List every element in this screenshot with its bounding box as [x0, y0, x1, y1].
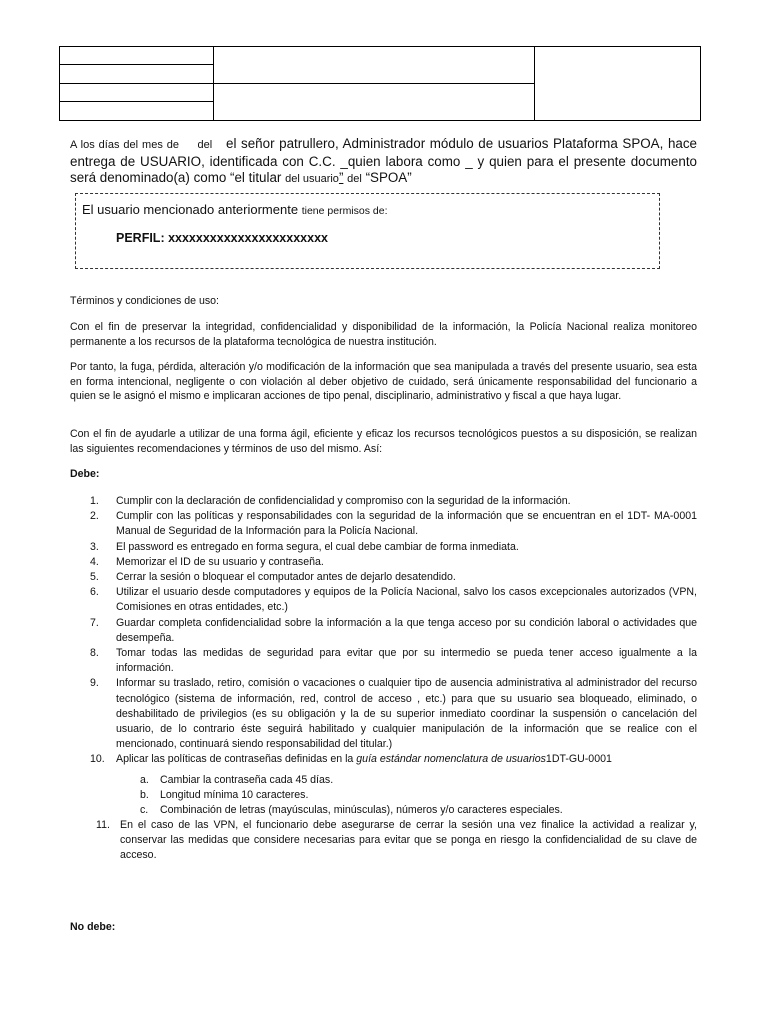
item-number: 8. [90, 647, 99, 660]
list-item [70, 494, 697, 509]
sub-item-letter: a. [140, 774, 149, 786]
list-item [70, 540, 697, 555]
item-text: 1DT-GU-0001 [545, 753, 612, 766]
intro-paragraph [70, 136, 697, 188]
permissions-box [75, 193, 660, 269]
list-item [70, 616, 697, 646]
sub-item-letter: b. [140, 789, 149, 802]
intro-text: “SPOA” [365, 170, 412, 185]
item-number: 5. [90, 571, 99, 584]
no-debe-heading: No debe: [70, 921, 116, 933]
item-number: 6. [90, 586, 99, 599]
item-text: Aplicar las políticas de contraseñas definidas en la [116, 753, 354, 766]
intro-text: , identificada con C.C. _quien labora como _ y quien para el presente [201, 153, 626, 169]
item-text: Cumplir con las políticas y responsabilidades con la seguridad de la información que se encuentran en el 1DT- MA-0001 Manual de Seguridad de la Información para la Policía Nacional. [116, 510, 697, 538]
item-text: El password es entregado en forma segura, el cual debe cambiar de forma inmediata. [116, 540, 519, 553]
permissions-lead-text: El usuario mencionado anteriormente [82, 202, 299, 217]
item-number: 3. [90, 540, 99, 553]
terms-paragraph-3: Con el fin de ayudarle a utilizar de una forma ágil, eficiente y eficaz los recursos tecnológicos puestos a su disposición, se realizan las siguientes recomendaciones y términos de uso del mismo. Así: [70, 428, 697, 455]
intro-text: A los días del mes de [70, 139, 180, 151]
password-sublist [70, 773, 697, 819]
intro-text: del usuario [285, 173, 339, 185]
item-number: 2. [90, 510, 99, 523]
item-text: Cerrar la sesión o bloquear el computador antes de dejarlo desatendido. [116, 571, 456, 584]
terms-paragraph-2: Por tanto, la fuga, pérdida, alteración y/o modificación de la información que sea manipulada a través del presente usuario, sea esta en forma intencional, negligente o con violación al deber objetivo de cuidado, será únicamente responsabilidad del funcionario a quien se le asignó el mismo e implicaran acciones de tipo penal, disciplinario, administrativo y fiscal a que haya lugar. [70, 361, 697, 403]
permissions-lead-small: tiene permisos de: [301, 205, 388, 217]
item-text: Guardar completa confidencialidad sobre la información a la que tenga acceso por su condición laboral o actividades que desempeña. [116, 616, 697, 644]
item-text: Utilizar el usuario desde computadores y equipos de la Policía Nacional, salvo los casos excepcionales autorizados (VPN, Comisiones en otras entidades, etc.) [116, 586, 697, 614]
intro-text: hace entrega de USUARIO [70, 136, 697, 169]
list-item [70, 676, 697, 752]
item-number: 10. [90, 753, 105, 766]
item-number: 7. [90, 616, 99, 629]
item-number: 9. [90, 677, 99, 690]
intro-text: del [197, 139, 213, 151]
item-text: Informar su traslado, retiro, comisión o vacaciones o cualquier tipo de ausencia administrativa al administrador del recurso tecnológico (sistema de información, red, control de acceso , etc.) para que su usuario sea bloqueado, eliminado, o deshabilitado de privilegios (es su obligación y la de su superior inmediato coordinar la suspensión o cancelación del usuario, de lo contrario éste seguirá habilitado y cualquier manipulación de la información que se realice con el mencionado, continuará siendo responsabilidad del titular.) [116, 677, 697, 751]
permissions-lead [82, 202, 388, 217]
sub-list-item [70, 788, 697, 803]
table-divider [60, 101, 213, 102]
sub-list-item [70, 803, 697, 818]
sub-item-text: Longitud mínima 10 caracteres. [160, 789, 309, 802]
intro-text: ” [338, 170, 344, 185]
sub-item-letter: c. [140, 804, 149, 817]
item-text: Memorizar el ID de su usuario y contraseña. [116, 555, 324, 568]
item-text: En el caso de las VPN, el funcionario debe asegurarse de cerrar la sesión una vez finalice la actividad a realizar y, conservar las medidas que considere necesarias para evitar que se ponga en riesgo la confidencialidad de su clave de acceso. [120, 819, 697, 862]
item-number: 4. [90, 555, 99, 568]
list-item [70, 555, 697, 570]
list-item [70, 570, 697, 585]
list-item-11 [70, 818, 697, 864]
sub-item-text: Combinación de letras (mayúsculas, minúsculas), números y/o caracteres especiales. [160, 804, 563, 817]
intro-text: del [347, 173, 362, 185]
list-item [70, 646, 697, 676]
item-text: Tomar todas las medidas de seguridad para evitar que por su intermedio se pueda tener acceso igualmente a la información. [116, 647, 697, 675]
sub-list-item [70, 773, 697, 788]
sub-item-text: Cambiar la contraseña cada 45 días. [160, 774, 334, 786]
item-text: Cumplir con la declaración de confidencialidad y compromiso con la seguridad de la información. [116, 495, 571, 507]
item-text-italic: guía estándar nomenclatura de usuarios [356, 753, 546, 766]
perfil-value: PERFIL: xxxxxxxxxxxxxxxxxxxxxxx [116, 231, 328, 245]
intro-text: el señor patrullero, Administrador módulo de usuarios Plataforma SPOA, [226, 136, 664, 151]
table-divider [60, 64, 213, 65]
list-item [70, 509, 697, 539]
table-divider [60, 83, 534, 84]
debe-heading: Debe: [70, 468, 100, 480]
list-item [70, 752, 697, 767]
intro-text: documento será denominado(a) como “el titular [70, 153, 697, 185]
item-number: 11. [96, 819, 110, 831]
terms-title: Términos y condiciones de uso: [70, 295, 219, 307]
table-divider [534, 47, 535, 120]
item-number: 1. [90, 495, 99, 507]
header-table [59, 46, 701, 121]
debe-list [70, 494, 697, 768]
terms-paragraph-1: Con el fin de preservar la integridad, confidencialidad y disponibilidad de la información, la Policía Nacional realiza monitoreo permanente a los recursos de la plataforma tecnológica de nuestra institución. [70, 321, 697, 348]
list-item [70, 585, 697, 615]
